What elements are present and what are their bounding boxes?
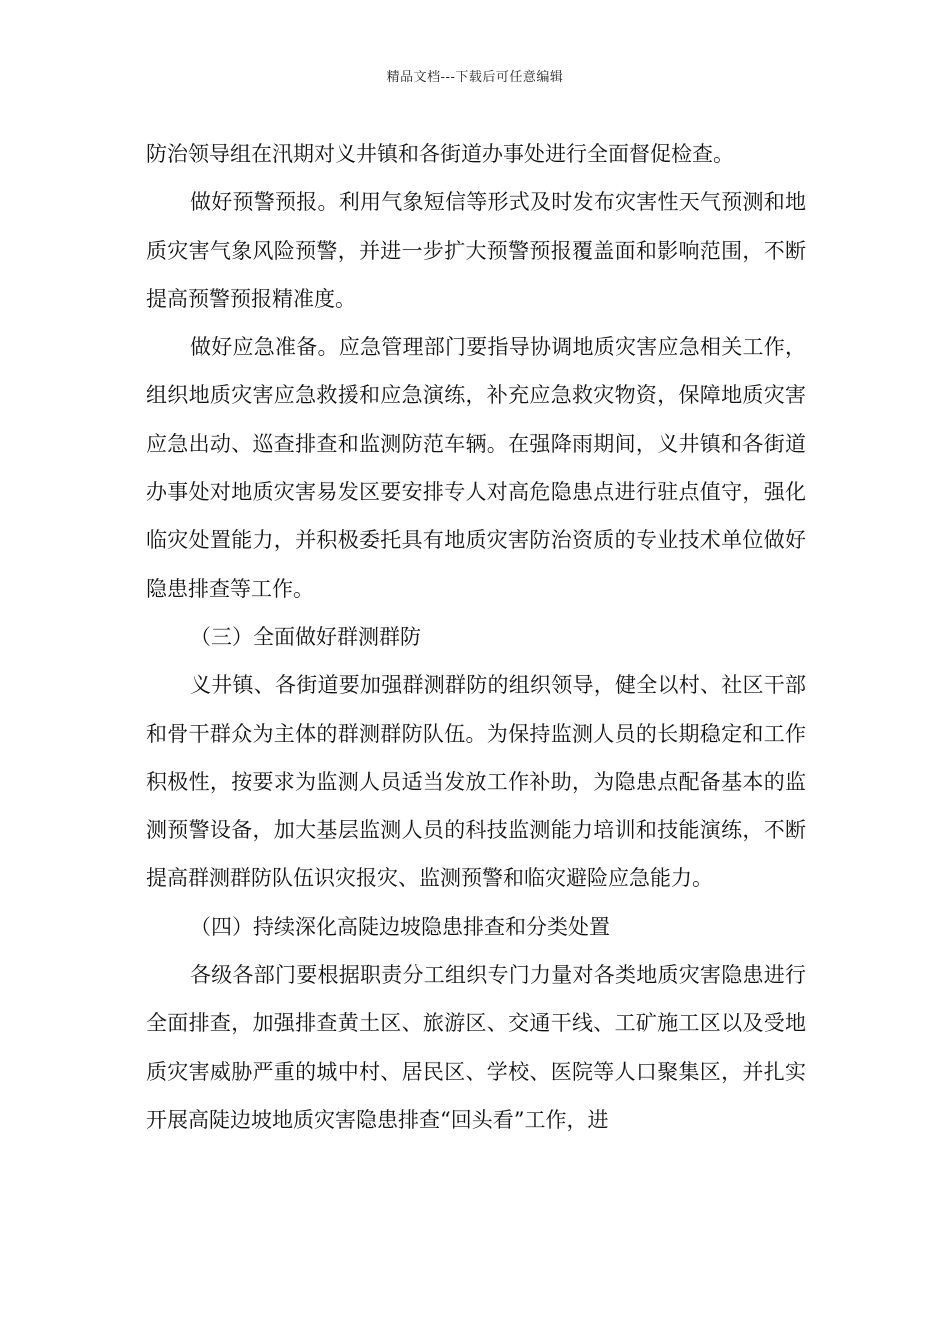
section-heading-3: （三）全面做好群测群防	[190, 624, 421, 649]
document-body	[146, 130, 806, 1144]
paragraph-emergency-prep: 做好应急准备。应急管理部门要指导协调地质灾害应急相关工作，组织地质灾害应急救援和应急演练，补充应急救灾物资，保障地质灾害应急出动、巡查排查和监测防范车辆。在强降雨期间，义井镇和各街道办事处对地质灾害易发区要安排专人对高危隐患点进行驻点值守，强化临灾处置能力，并积极委托具有地质灾害防治资质的专业技术单位做好隐患排查等工作。	[146, 335, 806, 601]
section-heading-4: （四）持续深化高陡边坡隐患排查和分类处置	[190, 914, 610, 939]
paragraph-group-monitoring: 义井镇、各街道要加强群测群防的组织领导，健全以村、社区干部和骨干群众为主体的群测群防队伍。为保持监测人员的长期稳定和工作积极性，按要求为监测人员适当发放工作补助，为隐患点配备基本的监测预警设备，加大基层监测人员的科技监测能力培训和技能演练，不断提高群测群防队伍识灾报灾、监测预警和临灾避险应急能力。	[146, 673, 806, 891]
page-header: 精品文档---下载后可任意编辑	[386, 70, 564, 85]
paragraph-slope-inspection: 各级各部门要根据职责分工组织专门力量对各类地质灾害隐患进行全面排查，加强排查黄土区、旅游区、交通干线、工矿施工区以及受地质灾害威胁严重的城中村、居民区、学校、医院等人口聚集区，并扎实开展高陡边坡地质灾害隐患排查“回头看”工作，进	[146, 963, 806, 1132]
paragraph-warning-forecast: 做好预警预报。利用气象短信等形式及时发布灾害性天气预测和地质灾害气象风险预警，并进一步扩大预警预报覆盖面和影响范围，不断提高预警预报精准度。	[146, 190, 806, 311]
paragraph-continuation: 防治领导组在汛期对义井镇和各街道办事处进行全面督促检查。	[146, 142, 734, 166]
